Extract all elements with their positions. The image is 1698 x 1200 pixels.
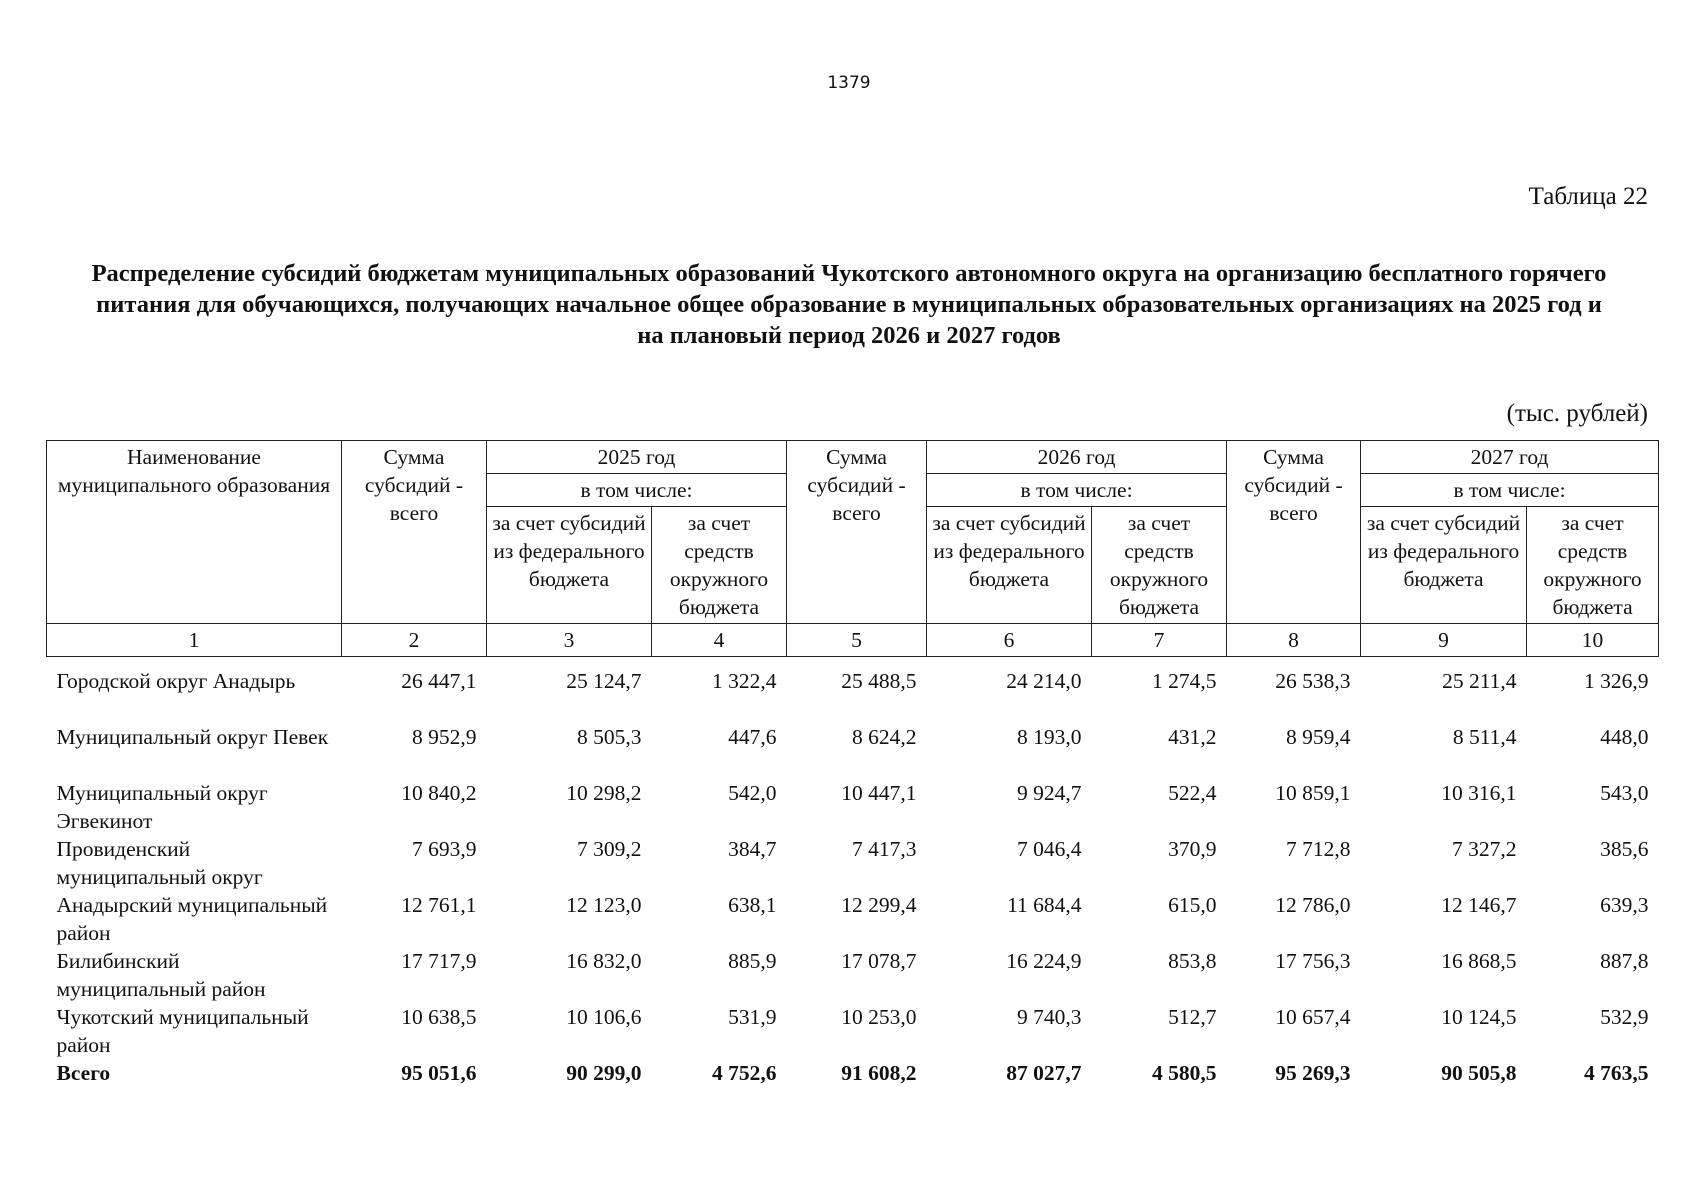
value-cell: 8 959,4 — [1286, 725, 1351, 749]
header-total-2026: Сумма субсидий - всего — [787, 441, 927, 624]
value-cell: 91 608,2 — [841, 1061, 917, 1085]
value-cell: 639,3 — [1600, 893, 1649, 917]
value-cell: 7 327,2 — [1452, 837, 1517, 861]
header-name: Наименование муниципального образования — [47, 441, 342, 624]
value-cell: 87 027,7 — [1006, 1061, 1082, 1085]
value-cell: 885,9 — [728, 949, 777, 973]
value-cell: 10 124,5 — [1441, 1005, 1517, 1029]
value-cell: 90 505,8 — [1441, 1061, 1517, 1085]
value-cell: 447,6 — [728, 725, 777, 749]
table-row — [47, 779, 1659, 835]
header-federal-2027: за счет субсидий из федерального бюджета — [1361, 507, 1527, 624]
table-row — [47, 657, 1659, 724]
value-cell: 25 124,7 — [566, 669, 642, 693]
value-cell: 4 580,5 — [1152, 1061, 1217, 1085]
value-cell: 7 712,8 — [1286, 837, 1351, 861]
value-cell: 17 756,3 — [1275, 949, 1351, 973]
value-cell: 10 316,1 — [1441, 781, 1517, 805]
value-cell: 16 868,5 — [1441, 949, 1517, 973]
value-cell: 1 274,5 — [1152, 669, 1217, 693]
header-including-2027: в том числе: — [1361, 474, 1659, 507]
header-district-2025: за счет средств окружного бюджета — [652, 507, 787, 624]
value-cell: 26 538,3 — [1275, 669, 1351, 693]
column-number: 5 — [787, 624, 927, 657]
value-cell: 4 752,6 — [712, 1061, 777, 1085]
header-year-2025: 2025 год — [487, 441, 787, 474]
value-cell: 12 146,7 — [1441, 893, 1517, 917]
value-cell: 10 638,5 — [401, 1005, 477, 1029]
table-row — [47, 835, 1659, 891]
table-row — [47, 723, 1659, 779]
value-cell: 10 840,2 — [401, 781, 477, 805]
value-cell: 1 322,4 — [712, 669, 777, 693]
value-cell: 543,0 — [1600, 781, 1649, 805]
value-cell: 512,7 — [1168, 1005, 1217, 1029]
column-number: 3 — [487, 624, 652, 657]
subsidy-table — [46, 440, 1659, 1093]
header-total-2027: Сумма субсидий - всего — [1227, 441, 1361, 624]
value-cell: 9 740,3 — [1017, 1005, 1082, 1029]
value-cell: 385,6 — [1600, 837, 1649, 861]
value-cell: 9 924,7 — [1017, 781, 1082, 805]
value-cell: 384,7 — [728, 837, 777, 861]
value-cell: 8 511,4 — [1452, 725, 1517, 749]
units-label: (тыс. рублей) — [1506, 400, 1648, 427]
value-cell: 531,9 — [728, 1005, 777, 1029]
value-cell: 1 326,9 — [1584, 669, 1649, 693]
header-federal-2026: за счет субсидий из федерального бюджета — [927, 507, 1092, 624]
value-cell: 8 505,3 — [577, 725, 642, 749]
value-cell: 90 299,0 — [566, 1061, 642, 1085]
header-including-2026: в том числе: — [927, 474, 1227, 507]
table-title: Распределение субсидий бюджетам муниципальных образований Чукотского автономного округа на организацию бесплатного горячего питания для обучающихся, получающих начальное общее образование в муниципальных образовательных организациях на 2025 год и на плановый период 2026 и 2027 годов — [91, 260, 1607, 349]
column-number: 7 — [1092, 624, 1227, 657]
value-cell: 12 786,0 — [1275, 893, 1351, 917]
column-number: 2 — [342, 624, 487, 657]
municipality-name: Всего — [56, 1061, 111, 1085]
value-cell: 95 051,6 — [401, 1061, 477, 1085]
value-cell: 10 253,0 — [841, 1005, 917, 1029]
value-cell: 10 106,6 — [566, 1005, 642, 1029]
value-cell: 16 832,0 — [566, 949, 642, 973]
table-header — [47, 441, 1659, 657]
value-cell: 853,8 — [1168, 949, 1217, 973]
value-cell: 7 693,9 — [412, 837, 477, 861]
value-cell: 17 078,7 — [841, 949, 917, 973]
municipality-name: Муниципальный округ Певек — [56, 725, 329, 749]
value-cell: 532,9 — [1600, 1005, 1649, 1029]
value-cell: 431,2 — [1168, 725, 1217, 749]
value-cell: 11 684,4 — [1007, 893, 1082, 917]
value-cell: 10 298,2 — [566, 781, 642, 805]
value-cell: 12 761,1 — [401, 893, 477, 917]
header-year-2026: 2026 год — [927, 441, 1227, 474]
column-number: 10 — [1527, 624, 1659, 657]
municipality-name: Провиденский муниципальный округ — [56, 837, 263, 889]
header-district-2026: за счет средств окружного бюджета — [1092, 507, 1227, 624]
value-cell: 16 224,9 — [1006, 949, 1082, 973]
table-row — [47, 891, 1659, 947]
value-cell: 8 624,2 — [852, 725, 917, 749]
header-year-2027: 2027 год — [1361, 441, 1659, 474]
value-cell: 370,9 — [1168, 837, 1217, 861]
page-number: 1379 — [827, 73, 871, 93]
value-cell: 17 717,9 — [401, 949, 477, 973]
column-number: 1 — [47, 624, 342, 657]
value-cell: 25 488,5 — [841, 669, 917, 693]
value-cell: 10 447,1 — [841, 781, 917, 805]
header-federal-2025: за счет субсидий из федерального бюджета — [487, 507, 652, 624]
municipality-name: Городской округ Анадырь — [56, 669, 296, 693]
value-cell: 638,1 — [728, 893, 777, 917]
value-cell: 8 952,9 — [412, 725, 477, 749]
value-cell: 7 046,4 — [1017, 837, 1082, 861]
value-cell: 615,0 — [1168, 893, 1217, 917]
value-cell: 12 123,0 — [566, 893, 642, 917]
municipality-name: Муниципальный округ Эгвекинот — [56, 781, 268, 833]
table-body — [47, 657, 1659, 1094]
value-cell: 95 269,3 — [1275, 1061, 1351, 1085]
value-cell: 522,4 — [1168, 781, 1217, 805]
municipality-name: Билибинский муниципальный район — [56, 949, 266, 1001]
value-cell: 4 763,5 — [1584, 1061, 1649, 1085]
column-number: 9 — [1361, 624, 1527, 657]
table-label: Таблица 22 — [1528, 183, 1648, 210]
value-cell: 24 214,0 — [1006, 669, 1082, 693]
value-cell: 12 299,4 — [841, 893, 917, 917]
value-cell: 542,0 — [728, 781, 777, 805]
value-cell: 8 193,0 — [1017, 725, 1082, 749]
value-cell: 26 447,1 — [401, 669, 477, 693]
value-cell: 25 211,4 — [1442, 669, 1517, 693]
value-cell: 7 309,2 — [577, 837, 642, 861]
header-total-2025: Сумма субсидий - всего — [342, 441, 487, 624]
value-cell: 887,8 — [1600, 949, 1649, 973]
value-cell: 7 417,3 — [852, 837, 917, 861]
value-cell: 10 657,4 — [1275, 1005, 1351, 1029]
value-cell: 448,0 — [1600, 725, 1649, 749]
total-row — [47, 1059, 1659, 1093]
municipality-name: Чукотский муниципальный район — [56, 1005, 309, 1057]
value-cell: 10 859,1 — [1275, 781, 1351, 805]
table-row — [47, 947, 1659, 1003]
municipality-name: Анадырский муниципальный район — [56, 893, 328, 945]
column-number: 8 — [1227, 624, 1361, 657]
header-including-2025: в том числе: — [487, 474, 787, 507]
header-district-2027: за счет средств окружного бюджета — [1527, 507, 1659, 624]
column-number: 6 — [927, 624, 1092, 657]
column-number: 4 — [652, 624, 787, 657]
table-row — [47, 1003, 1659, 1059]
